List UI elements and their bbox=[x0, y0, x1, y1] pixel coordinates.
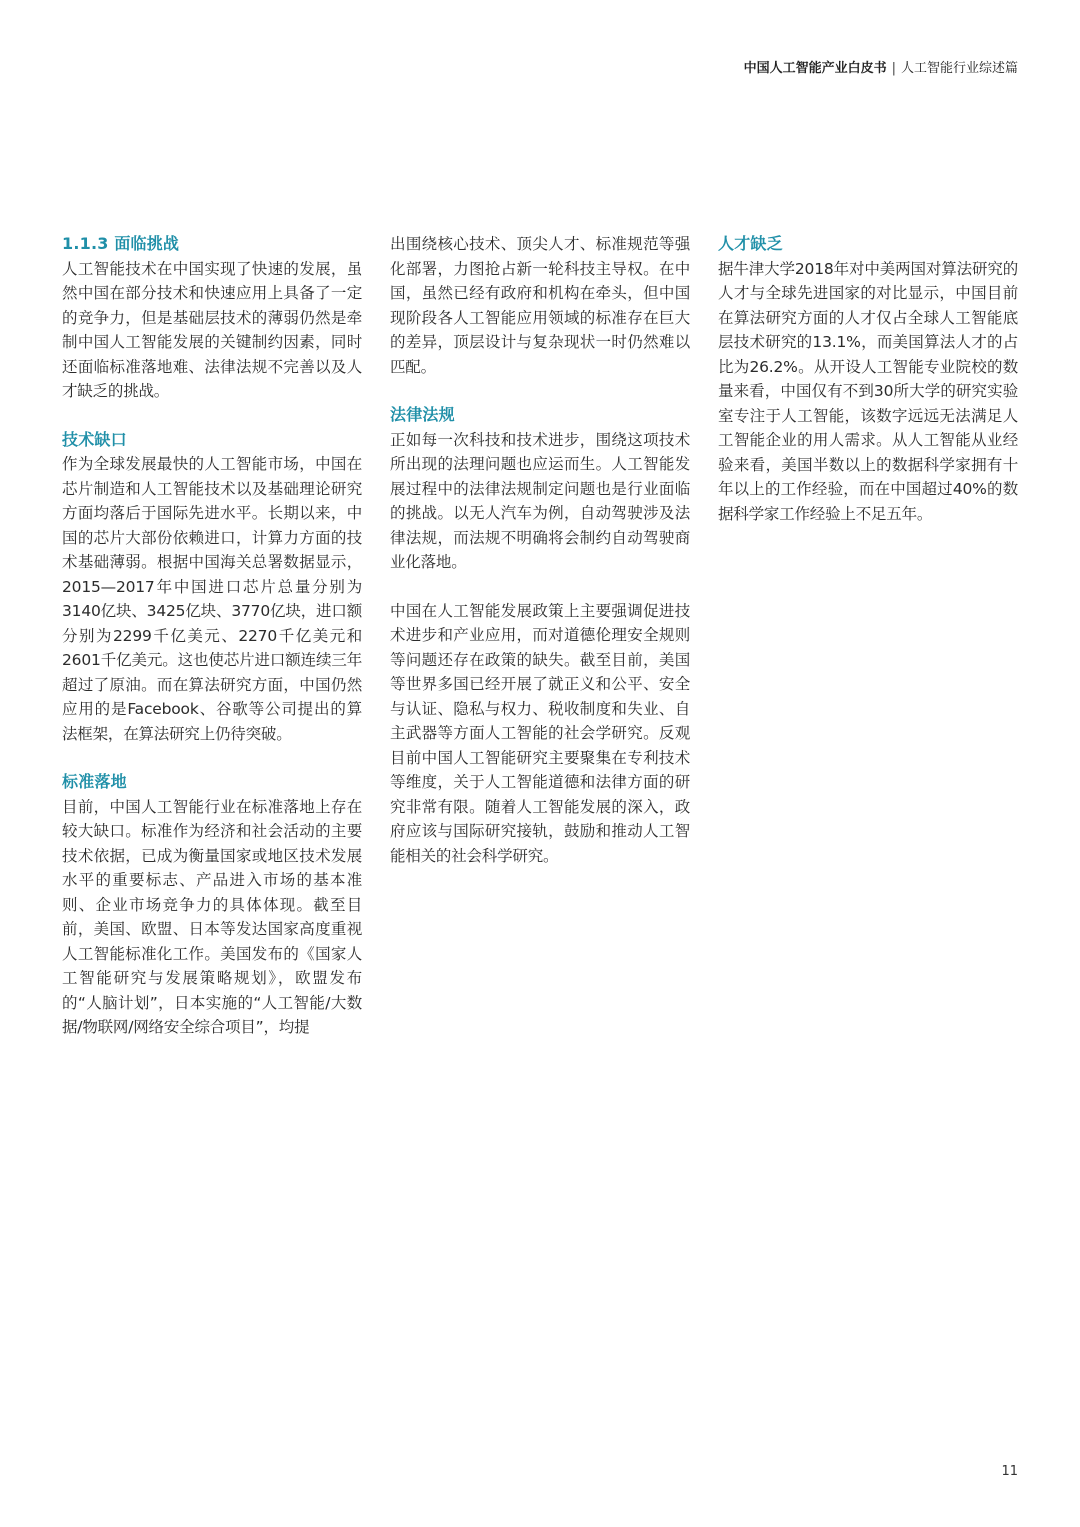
section-heading-standards: 标准落地 bbox=[62, 772, 127, 791]
section-standards-continued bbox=[390, 232, 690, 379]
section-body-standards: 目前，中国人工智能行业在标准落地上存在较大缺口。标准作为经济和社会活动的主要技术依据，已成为衡量国家或地区技术发展水平的重要标志、产品进入市场的基本准则、企业市场竞争力的具体体现。截至目前，美国、欧盟、日本等发达国家高度重视人工智能标准化工作。美国发布的《国家人工智能研究与发展策略规划》，欧盟发布的“人脑计划”，日本实施的“人工智能/大数据/物联网/网络安全综合项目”，均提 bbox=[62, 797, 362, 1036]
section-body-talent: 据牛津大学2018年对中美两国对算法研究的人才与全球先进国家的对比显示，中国目前在算法研究方面的人才仅占全球人工智能底层技术研究的13.1%，而美国算法人才的占比为26.2%。从开设人工智能专业院校的数量来看，中国仅有不到30所大学的研究实验室专注于人工智能，该数字远远无法满足人工智能企业的用人需求。从人工智能从业经验来看，美国半数以上的数据科学家拥有十年以上的工作经验，而在中国超过40%的数据科学家工作经验上不足五年。 bbox=[718, 259, 1018, 523]
section-standards bbox=[62, 770, 362, 1040]
section-law bbox=[390, 403, 690, 868]
section-heading-talent: 人才缺乏 bbox=[718, 234, 783, 253]
section-heading-law: 法律法规 bbox=[390, 405, 455, 424]
report-subtitle: 人工智能行业综述篇 bbox=[900, 61, 1018, 76]
section-body-law-1: 正如每一次科技和技术进步，围绕这项技术所出现的法理问题也应运而生。人工智能发展过程中的法律法规制定问题也是行业面临的挑战。以无人汽车为例，自动驾驶涉及法律法规，而法规不明确将会制约自动驾驶商业化落地。 bbox=[390, 430, 690, 571]
section-body-standards-continued: 出围绕核心技术、顶尖人才、标准规范等强化部署，力图抢占新一轮科技主导权。在中国，虽然已经有政府和机构在牵头，但中国现阶段各人工智能应用领域的标准存在巨大的差异，顶层设计与复杂现状一时仍然难以匹配。 bbox=[390, 235, 690, 376]
section-body-tech-gap: 作为全球发展最快的人工智能市场，中国在芯片制造和人工智能技术以及基础理论研究方面均落后于国际先进水平。长期以来，中国的芯片大部份依赖进口，计算力方面的技术基础薄弱。根据中国海关总署数据显示，2015—2017年中国进口芯片总量分别为3140亿块、3425亿块、3770亿块，进口额分别为2299千亿美元、2270千亿美元和2601千亿美元。这也使芯片进口额连续三年超过了原油。而在算法研究方面，中国仍然应用的是Facebook、谷歌等公司提出的算法框架，在算法研究上仍待突破。 bbox=[62, 455, 362, 743]
section-body-challenges: 人工智能技术在中国实现了快速的发展，虽然中国在部分技术和快速应用上具备了一定的竞争力，但是基础层技术的薄弱仍然是牵制中国人工智能发展的关键制约因素，同时还面临标准落地难、法律法规不完善以及人才缺乏的挑战。 bbox=[62, 259, 362, 400]
section-tech-gap bbox=[62, 428, 362, 747]
page-number: 11 bbox=[1001, 1464, 1018, 1479]
section-heading-challenges: 1.1.3 面临挑战 bbox=[62, 234, 180, 253]
column-left bbox=[62, 232, 362, 1064]
page-header bbox=[744, 60, 1018, 78]
section-talent bbox=[718, 232, 1018, 526]
section-challenges bbox=[62, 232, 362, 404]
section-body-law-2: 中国在人工智能发展政策上主要强调促进技术进步和产业应用，而对道德伦理安全规则等问题还存在政策的缺失。截至目前，美国等世界多国已经开展了就正义和公平、安全与认证、隐私与权力、税收制度和失业、自主武器等方面人工智能的社会学研究。反观目前中国人工智能研究主要聚集在专利技术等维度，关于人工智能道德和法律方面的研究非常有限。随着人工智能发展的深入，政府应该与国际研究接轨，鼓励和推动人工智能相关的社会科学研究。 bbox=[390, 601, 690, 865]
column-right bbox=[718, 232, 1018, 550]
report-title: 中国人工智能产业白皮书 bbox=[743, 61, 887, 76]
column-middle bbox=[390, 232, 690, 892]
section-heading-tech-gap: 技术缺口 bbox=[62, 429, 127, 449]
header-separator: | bbox=[891, 61, 896, 76]
